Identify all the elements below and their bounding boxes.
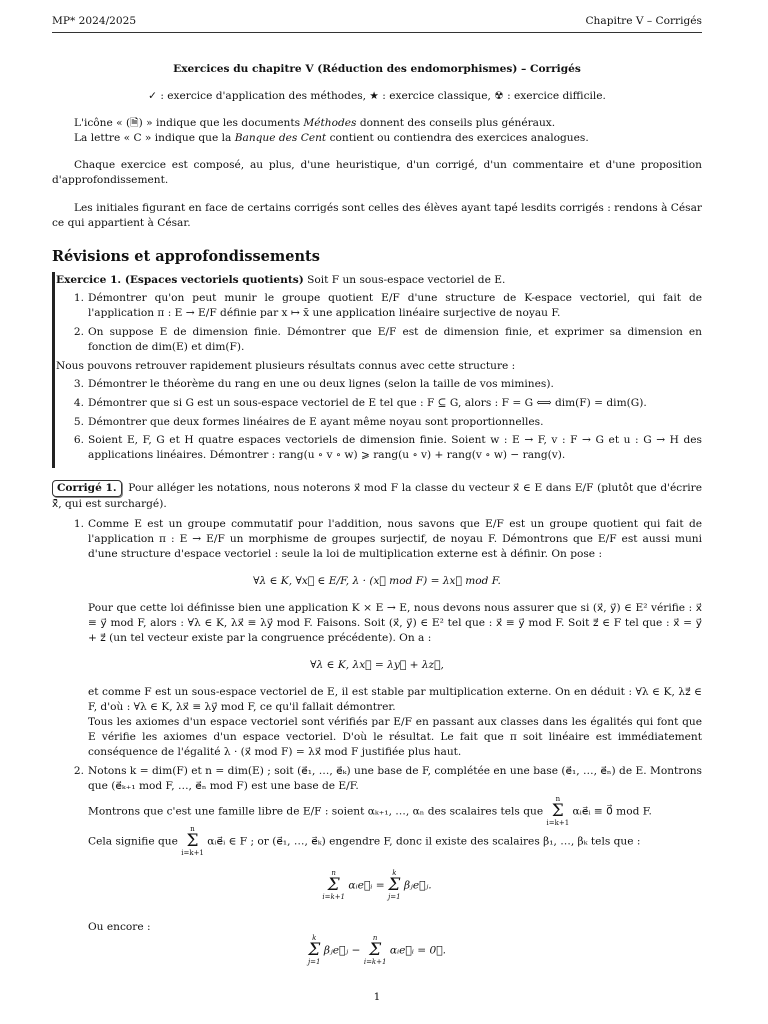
difficulty-legend: ✓ : exercice d'application des méthodes, ★ : exercice classique, ☢ : exercice difficile. <box>148 90 606 102</box>
document-title: Exercices du chapitre V (Réduction des endomorphismes) – Corrigés <box>173 63 581 75</box>
sum-symbol: k Σ j=1 <box>388 869 401 901</box>
corrige-intro: Corrigé 1. Pour alléger les notations, nous noterons x⃗ mod F la classe du vecteur x⃗ ∈ E dans E/F (plutôt que d'écrire x⃗̄, qui est surchargé). <box>52 482 702 511</box>
equation-decomposition: ∀λ ∈ K, λx⃗ = λy⃗ + λz⃗, <box>310 659 444 671</box>
corrige-item-1: 1. Comme E est un groupe commutatif pour l'addition, nous savons que E/F est un groupe quotient qui fait de l'application π : E → E/F un morphisme de groupes surjectif, de noyau F. Démontrons que E/F est aussi muni d'une structure d'espace vectoriel : seule la loi de multiplication externe est à définir. On pose : <box>73 518 702 561</box>
corrige-item-1-para: Pour que cette loi définisse bien une application K × E → E, nous devons nous assurer que si (x⃗, y⃗) ∈ E² vérifie : x⃗ ≡ y⃗ mod F, alors : ∀λ ∈ K, λx⃗ ≡ λy⃗ mod F. Faisons. Soit (x⃗, y⃗) ∈ E² tel que : x⃗ ≡ y⃗ mod F. Soit z⃗ ∈ F tel que : x⃗ = y⃗ + z⃗ (un tel vecteur existe par la congruence précédente). On a : <box>88 602 702 645</box>
hazard-icon: ☢ <box>494 90 504 102</box>
star-icon: ★ <box>369 90 379 102</box>
exercise-item: 5. Démontrer que deux formes linéaires de E ayant même noyau sont proportionnelles. <box>73 416 544 428</box>
intro-initials-paragraph: Les initiales figurant en face de certains corrigés sont celles des élèves ayant tapé lesdits corrigés : rendons à César ce qui appartient à César. <box>52 202 702 230</box>
equation-scalar-law: ∀λ ∈ K, ∀x⃗ ∈ E/F, λ · (x⃗ mod F) = λx⃗ mod F. <box>253 575 501 587</box>
corrige-item-2: 2. Notons k = dim(F) et n = dim(E) ; soit (e⃗₁, …, e⃗ₖ) une base de F, complétée en une base (e⃗₁, …, e⃗ₙ) de E. Montrons que (e⃗ₖ₊₁ mod F, …, e⃗ₙ mod F) est une base de E/F. <box>73 765 702 793</box>
exercise-item: 1. Démontrer qu'on peut munir le groupe quotient E/F d'une structure de K-espace vectoriel, qui fait de l'application π : E → E/F définie par x ↦ x̄ une application linéaire surjective de noyau F. <box>73 292 702 320</box>
corrige-item-1-para: et comme F est un sous-espace vectoriel de E, il est stable par multiplication externe. On en déduit : ∀λ ∈ K, λz⃗ ∈ F, d'où : ∀λ ∈ K, λx⃗ ≡ λy⃗ mod F, ce qu'il fallait démontrer. <box>88 686 702 714</box>
exercise-item: 4. Démontrer que si G est un sous-espace vectoriel de E tel que : F ⊆ G, alors : F = G ⟺ dim(F) = dim(G). <box>73 397 647 409</box>
sum-symbol: n Σ i=k+1 <box>322 869 346 901</box>
exercise-item: 6. Soient E, F, G et H quatre espaces vectoriels de dimension finie. Soient w : E → F, v : F → G et u : G → H des applications linéaires. Démontrer : rang(u ∘ v ∘ w) ⩾ rang(u ∘ v) + rang(v ∘ w) − rang(v). <box>73 434 702 462</box>
equation-span: n Σ i=k+1 αᵢe⃗ᵢ = k Σ j=1 βⱼe⃗ⱼ. <box>322 869 432 901</box>
sum-symbol: n Σ i=k+1 <box>546 795 570 827</box>
intro-icon-note: L'icône « (🗎) » indique que les documents Méthodes donnent des conseils plus généraux. <box>74 117 556 129</box>
sum-symbol: n Σ i=k+1 <box>181 825 204 857</box>
exercise-item: 2. On suppose E de dimension finie. Démontrer que E/F est de dimension finie, et exprimer sa dimension en fonction de dim(E) et dim(F). <box>73 326 702 354</box>
header-right: Chapitre V – Corrigés <box>585 15 702 27</box>
check-icon: ✓ <box>148 90 157 102</box>
header-rule <box>52 32 702 33</box>
exercise-heading: Exercice 1. (Espaces vectoriels quotients) Soit F un sous-espace vectoriel de E. <box>56 274 506 286</box>
exercise-item: 3. Démontrer le théorème du rang en une ou deux lignes (selon la taille de vos mimines). <box>73 378 554 390</box>
page-number: 1 <box>373 991 381 1003</box>
header-left: MP* 2024/2025 <box>52 15 137 27</box>
corrige-badge: Corrigé 1. <box>52 480 122 497</box>
section-title: Révisions et approfondissements <box>52 248 320 265</box>
sum-symbol: k Σ j=1 <box>307 934 321 966</box>
exercise-transition: Nous pouvons retrouver rapidement plusieurs résultats connus avec cette structure : <box>56 360 516 372</box>
document-icon: 🗎 <box>130 117 139 129</box>
intro-banque-note: La lettre « C » indique que la Banque des Cent contient ou contiendra des exercices analogues. <box>74 132 589 144</box>
corrige-item-1-para: Tous les axiomes d'un espace vectoriel sont vérifiés par E/F en passant aux classes dans les égalités qui font que E vérifie les axiomes d'un espace vectoriel. D'où le résultat. Le fait que π soit linéaire est immédiatement conséquence de l'égalité λ · (x⃗ mod F) = λx⃗ mod F justifiée plus haut. <box>88 716 702 759</box>
equation-zero-combination: k Σ j=1 βⱼe⃗ⱼ − n Σ i=k+1 αᵢe⃗ᵢ = 0⃗. <box>307 934 446 966</box>
corrige-item-2-meaning: Cela signifie que n Σ i=k+1 αᵢe⃗ᵢ ∈ F ; or (e⃗₁, …, e⃗ₖ) engendre F, donc il existe des scalaires β₁, …, βₖ tels que : <box>88 825 641 857</box>
running-header <box>52 14 702 29</box>
ou-encore: Ou encore : <box>88 921 151 933</box>
intro-structure-paragraph: Chaque exercice est composé, au plus, d'une heuristique, d'un corrigé, d'un commentaire et d'une proposition d'approfondissement. <box>52 159 702 187</box>
corrige-item-2-free-family: Montrons que c'est une famille libre de E/F : soient αₖ₊₁, …, αₙ des scalaires tels que n Σ i=k+1 αᵢe⃗ᵢ ≡ 0⃗ mod F. <box>88 795 652 827</box>
sum-symbol: n Σ i=k+1 <box>363 934 387 966</box>
